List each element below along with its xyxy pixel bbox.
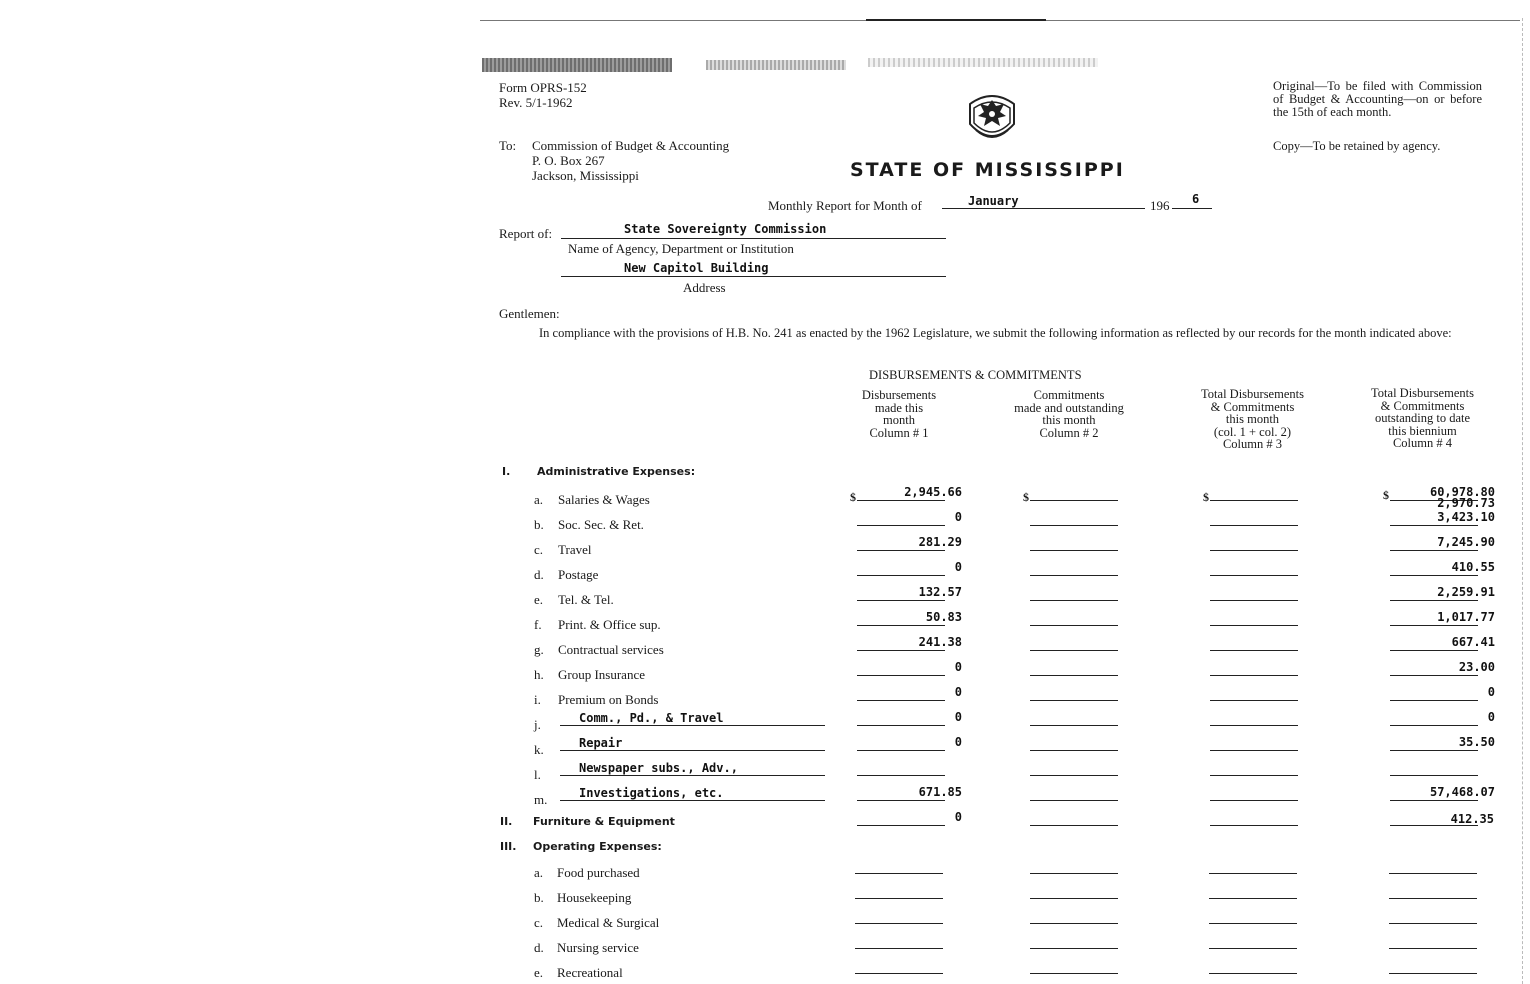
field-line xyxy=(855,948,943,949)
row-letter: a. xyxy=(534,492,544,507)
month-value: January xyxy=(968,194,1019,208)
furniture-col4-value: 412.35 xyxy=(1450,812,1494,826)
row-letter: b. xyxy=(534,890,544,905)
field-line xyxy=(1209,923,1297,924)
field-line xyxy=(1030,725,1118,726)
field-line xyxy=(857,675,945,676)
agency-field-line xyxy=(561,238,946,239)
row-letter: g. xyxy=(534,642,544,657)
col1-value: 0 xyxy=(954,560,962,574)
field-line xyxy=(1210,800,1298,801)
row-label: Group Insurance xyxy=(558,667,645,682)
field-line xyxy=(1210,700,1298,701)
field-line xyxy=(1390,625,1478,626)
furniture-col1-value: 0 xyxy=(954,810,962,824)
page-edge xyxy=(1522,18,1524,984)
col4-value: 0 xyxy=(1487,685,1495,699)
row-letter: e. xyxy=(534,592,544,607)
row-label: Contractual services xyxy=(558,642,664,657)
row-label: Newspaper subs., Adv., xyxy=(579,761,738,775)
row-label: Investigations, etc. xyxy=(579,786,724,800)
column-2-header: Commitments made and outstanding this month Column # 2 xyxy=(1014,388,1124,440)
field-line xyxy=(1030,625,1118,626)
col4-value: 60,978.80 xyxy=(1429,485,1495,499)
year-field-line xyxy=(1172,208,1212,209)
column-4-header: Total Disbursements & Commitments outstanding to date this biennium Column # 4 xyxy=(1371,386,1474,450)
row-letter: l. xyxy=(534,767,541,782)
row-letter: f. xyxy=(534,617,542,632)
field-line xyxy=(1210,525,1298,526)
col4-value: 0 xyxy=(1487,710,1495,724)
field-line xyxy=(857,575,945,576)
row-label: Comm., Pd., & Travel xyxy=(579,711,724,725)
field-line xyxy=(1030,650,1118,651)
field-line xyxy=(1030,700,1118,701)
section-number: I. xyxy=(502,465,511,478)
row-label: Medical & Surgical xyxy=(557,915,660,930)
field-line xyxy=(1030,825,1118,826)
col1-value: 0 xyxy=(954,510,962,524)
to-line-2: P. O. Box 267 xyxy=(532,153,605,168)
col4-value: 410.55 xyxy=(1451,560,1495,574)
field-line xyxy=(1389,898,1477,899)
field-line xyxy=(855,923,943,924)
scan-smudge xyxy=(868,58,1098,67)
field-line xyxy=(1030,525,1118,526)
dollar-sign: $ xyxy=(850,490,856,504)
row-label: Tel. & Tel. xyxy=(558,592,614,607)
field-line xyxy=(1389,973,1477,974)
field-line xyxy=(1390,675,1478,676)
col1-value: 2,945.66 xyxy=(904,485,962,499)
row-letter: k. xyxy=(534,742,544,757)
col4-value: 667.41 xyxy=(1451,635,1495,649)
row-label: Print. & Office sup. xyxy=(558,617,661,632)
field-line xyxy=(857,550,945,551)
field-line xyxy=(1030,923,1118,924)
field-line xyxy=(1030,775,1118,776)
row-letter: c. xyxy=(534,915,544,930)
row-label: Premium on Bonds xyxy=(558,692,659,707)
copy-notice: Copy—To be retained by agency. xyxy=(1273,139,1441,153)
field-line xyxy=(1210,575,1298,576)
row-label: Travel xyxy=(558,542,592,557)
row-label: Salaries & Wages xyxy=(558,492,650,507)
field-line xyxy=(1390,575,1478,576)
field-line xyxy=(1209,973,1297,974)
field-line xyxy=(1210,750,1298,751)
field-line xyxy=(857,700,945,701)
row-letter: e. xyxy=(534,965,544,980)
field-line xyxy=(1030,550,1118,551)
field-line xyxy=(1030,600,1118,601)
field-line xyxy=(857,625,945,626)
top-rule-thick xyxy=(866,19,1046,21)
row-letter: c. xyxy=(534,542,544,557)
label-field-line xyxy=(560,750,825,751)
salutation: Gentlemen: xyxy=(499,306,560,321)
field-line xyxy=(1030,873,1118,874)
form-revision: Rev. 5/1-1962 xyxy=(499,95,573,110)
month-field-line xyxy=(942,208,1145,209)
row-label: Nursing service xyxy=(557,940,639,955)
label-field-line xyxy=(560,800,825,801)
field-line xyxy=(857,750,945,751)
col4-value: 35.50 xyxy=(1458,735,1495,749)
col4-value: 2,259.91 xyxy=(1437,585,1495,599)
col1-value: 132.57 xyxy=(918,585,962,599)
field-line xyxy=(1210,625,1298,626)
section-title: Administrative Expenses: xyxy=(537,465,696,478)
field-line xyxy=(1390,650,1478,651)
row-label: Postage xyxy=(558,567,599,582)
row-letter: a. xyxy=(534,865,544,880)
address-value: New Capitol Building xyxy=(624,261,769,275)
field-line xyxy=(1210,825,1298,826)
col1-value: 671.85 xyxy=(918,785,962,799)
state-seal-icon xyxy=(962,86,1022,150)
field-line xyxy=(1390,600,1478,601)
field-line xyxy=(857,500,945,501)
field-line xyxy=(857,800,945,801)
section-number: II. xyxy=(500,815,513,828)
field-line xyxy=(1030,750,1118,751)
col4-value: 7,245.90 xyxy=(1437,535,1495,549)
col1-value: 0 xyxy=(954,735,962,749)
field-line xyxy=(1030,948,1118,949)
row-letter: i. xyxy=(534,692,541,707)
section-number: III. xyxy=(500,840,517,853)
field-line xyxy=(857,725,945,726)
to-line-1: Commission of Budget & Accounting xyxy=(532,138,730,153)
month-label: Monthly Report for Month of xyxy=(768,198,922,213)
field-line xyxy=(1210,500,1298,501)
field-line xyxy=(1030,973,1118,974)
field-line xyxy=(1389,873,1477,874)
form-number: Form OPRS-152 xyxy=(499,80,587,95)
dollar-sign: $ xyxy=(1203,490,1209,504)
field-line xyxy=(1390,550,1478,551)
field-line xyxy=(1210,775,1298,776)
row-letter: m. xyxy=(534,792,548,807)
column-3-header: Total Disbursements & Commitments this month (col. 1 + col. 2) Column # 3 xyxy=(1201,387,1304,451)
field-line xyxy=(1390,700,1478,701)
col4-value: 57,468.07 xyxy=(1429,785,1495,799)
field-line xyxy=(857,650,945,651)
address-field-line xyxy=(561,276,946,277)
col1-value: 50.83 xyxy=(925,610,962,624)
field-line xyxy=(1390,725,1478,726)
field-line xyxy=(1389,948,1477,949)
field-line xyxy=(855,973,943,974)
row-label: Soc. Sec. & Ret. xyxy=(558,517,644,532)
field-line xyxy=(1030,675,1118,676)
agency-caption: Name of Agency, Department or Institution xyxy=(568,241,794,256)
to-line-3: Jackson, Mississippi xyxy=(532,168,639,183)
field-line xyxy=(1030,500,1118,501)
field-line xyxy=(857,775,945,776)
row-letter: b. xyxy=(534,517,544,532)
agency-value: State Sovereignty Commission xyxy=(624,222,827,236)
col1-value: 0 xyxy=(954,685,962,699)
row-letter: j. xyxy=(534,717,541,732)
label-field-line xyxy=(560,725,825,726)
row-letter: d. xyxy=(534,940,544,955)
field-line xyxy=(855,898,943,899)
col1-value: 281.29 xyxy=(918,535,962,549)
field-line xyxy=(1030,575,1118,576)
row-label: Repair xyxy=(579,736,623,750)
row-letter: d. xyxy=(534,567,544,582)
column-group-header: DISBURSEMENTS & COMMITMENTS xyxy=(869,368,1082,382)
section-title: Operating Expenses: xyxy=(533,840,662,853)
scan-smudge xyxy=(706,60,846,70)
scan-smudge xyxy=(482,58,672,72)
col4-value: 23.00 xyxy=(1458,660,1495,674)
field-line xyxy=(1390,750,1478,751)
field-line xyxy=(1210,725,1298,726)
row-label: Recreational xyxy=(557,965,623,980)
filing-notice: Original—To be filed with Commission of Budget & Accounting—on or before the 15th of each month. xyxy=(1273,79,1482,119)
dollar-sign: $ xyxy=(1023,490,1029,504)
field-line xyxy=(1210,650,1298,651)
field-line xyxy=(1209,948,1297,949)
field-line xyxy=(857,525,945,526)
label-field-line xyxy=(560,775,825,776)
column-1-header: Disbursements made this month Column # 1 xyxy=(861,388,937,440)
field-line xyxy=(857,825,945,826)
field-line xyxy=(1390,525,1478,526)
year-digit: 6 xyxy=(1192,192,1200,206)
report-of-label: Report of: xyxy=(499,226,553,241)
field-line xyxy=(855,873,943,874)
col4-value: 3,423.10 xyxy=(1437,510,1495,524)
field-line xyxy=(1030,898,1118,899)
col1-value: 0 xyxy=(954,710,962,724)
section-title: Furniture & Equipment xyxy=(533,815,675,828)
field-line xyxy=(1209,898,1297,899)
field-line xyxy=(1389,923,1477,924)
to-label: To: xyxy=(499,138,517,153)
col4-value-secondary: 2,970.73 xyxy=(1437,496,1495,510)
address-caption: Address xyxy=(683,280,726,295)
col4-value: 1,017.77 xyxy=(1437,610,1495,624)
field-line xyxy=(1210,550,1298,551)
field-line xyxy=(1390,775,1478,776)
field-line xyxy=(1390,800,1478,801)
col1-value: 0 xyxy=(954,660,962,674)
year-prefix: 196 xyxy=(1150,198,1170,213)
field-line xyxy=(1210,675,1298,676)
dollar-sign: $ xyxy=(1383,488,1389,502)
col1-value: 241.38 xyxy=(918,635,962,649)
compliance-paragraph: In compliance with the provisions of H.B. No. 241 as enacted by the 1962 Legislature, we submit the following information as reflected by our records for the month indicated above: xyxy=(539,326,1452,340)
field-line xyxy=(857,600,945,601)
page-title: STATE OF MISSISSIPPI xyxy=(850,159,1125,181)
field-line xyxy=(1030,800,1118,801)
field-line xyxy=(1209,873,1297,874)
row-label: Food purchased xyxy=(557,865,640,880)
row-label: Housekeeping xyxy=(557,890,632,905)
row-letter: h. xyxy=(534,667,544,682)
field-line xyxy=(1210,600,1298,601)
